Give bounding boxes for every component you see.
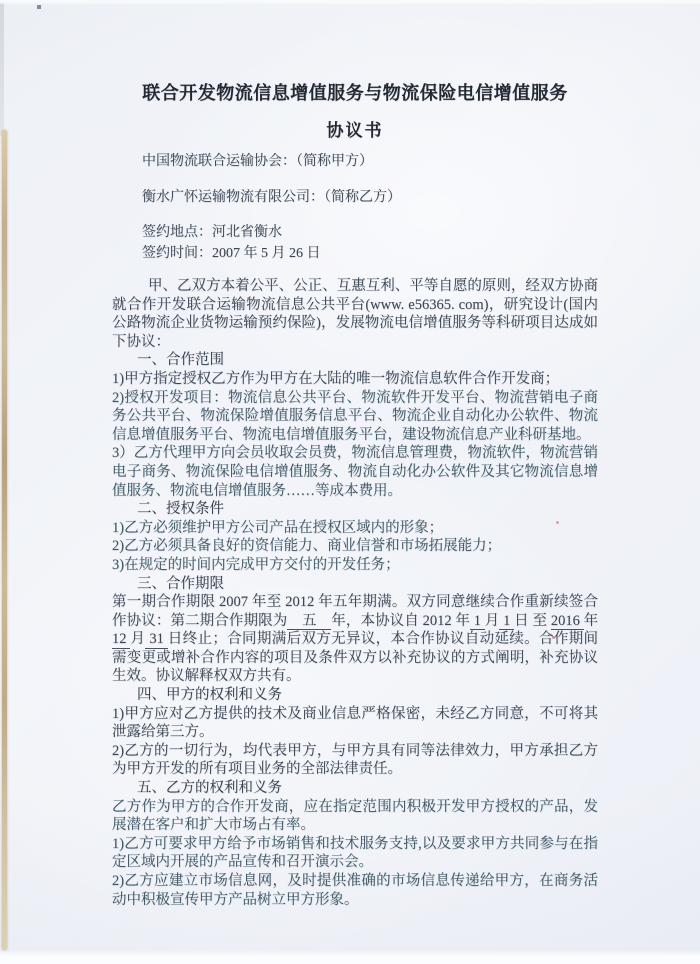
clause-paragraph: 1)乙方必须维护甲方公司产品在授权区域内的形象； (112, 519, 444, 536)
document-content (112, 82, 598, 909)
clause-paragraph: 3)在规定的时间内完成甲方交付的开发任务； (112, 556, 400, 573)
clause-paragraph: 乙方作为甲方的合作开发商，应在指定范围内积极开发甲方授权的产品，发展潜在客户和扩大市场占有率。 (112, 798, 598, 834)
underlined-fill-in-value: 12 (112, 631, 131, 648)
party-a-line: 中国物流联合运输协会：（简称甲方） (142, 154, 373, 169)
clause-paragraph: 2)乙方必须具备良好的资信能力、商业信誉和市场拓展能力； (112, 538, 502, 555)
clause-paragraph: 2)乙方的一切行为，均代表甲方，与甲方具有同等法律效力，甲方承担乙方为甲方开发的所有项目业务的全部法律责任。 (112, 742, 598, 778)
section-heading: 三、合作期限 (137, 575, 224, 592)
underlined-fill-in-value: 2016 (550, 612, 584, 629)
scan-edge-shadow (0, 0, 4, 136)
contract-clauses (112, 277, 598, 909)
section-heading: 二、授权条件 (137, 501, 224, 518)
clause-text: 年，本协议自 2012 年 (331, 612, 470, 629)
document-title: 联合开发物流信息增值服务与物流保险电信增值服务 (142, 83, 568, 103)
clause-text: 日 至 (514, 612, 551, 629)
clause-paragraph: 1)甲方指定授权乙方作为甲方在大陆的唯一物流信息软件合作开发商； (112, 370, 560, 387)
sign-place-line: 签约地点：河北省衡水 (142, 225, 282, 240)
clause-text: 日终止；合同期满后双方无异议，本合作协议自动延续。合作期间需变更或增补合作内容的项目及条件双方以补充协议的方式阐明，补充协议生效。协议解释权双方共有。 (112, 631, 599, 685)
scan-edge-artifact (2, 130, 7, 950)
underlined-fill-in-value: 1 (470, 612, 485, 629)
clause-text: 月 (130, 631, 146, 648)
party-b-line: 衡水广怀运输物流有限公司：（简称乙方） (142, 190, 401, 205)
clause-text: 月 (484, 612, 500, 629)
clause-text: 年 (583, 612, 599, 629)
clause-paragraph: 2)授权开发项目：物流信息公共平台、物流软件开发平台、物流营销电子商务公共平台、物流保险增值服务信息平台、物流企业自动化办公软件、物流信息增值服务平台、物流电信增值服务平台，建设物流信息产业科研基地。 (112, 389, 598, 443)
clause-paragraph (112, 593, 598, 686)
section-heading: 四、甲方的权利和义务 (137, 687, 282, 704)
section-heading: 一、合作范围 (137, 352, 224, 369)
clause-text: 第一期合作期限 2007 年至 2012 年五年期满。双方同意继续合作重新续签合作协议：第二期合作期限为 (112, 594, 598, 629)
underlined-fill-in-value: 五 (287, 612, 332, 629)
clause-paragraph: 1)乙方可要求甲方给予市场销售和技术服务支持,以及要求甲方共同参与在指定区域内开展的产品宣传和召开演示会。 (112, 835, 598, 871)
underlined-fill-in-value: 1 (499, 612, 515, 629)
clause-paragraph: 1)甲方应对乙方提供的技术及商业信息严格保密，未经乙方同意，不可将其泄露给第三方。 (112, 705, 598, 741)
document-subtitle: 协议书 (326, 121, 384, 140)
sign-date-line: 签约时间：2007 年 5 月 26 日 (142, 246, 321, 261)
clause-paragraph: 甲、乙双方本着公平、公正、互惠互利、平等自愿的原则，经双方协商就合作开发联合运输物流信息公共平台(www. e56365. com)，研究设计(国内公路物流企业货物运输预约保险)，发展物流电信增值服务等科研项目达成如下协议： (112, 278, 598, 350)
clause-paragraph: 2)乙方应建立市场信息网，及时提供准确的市场信息传递给甲方，在商务活动中积极宣传甲方产品树立甲方形象。 (112, 873, 598, 908)
scan-speck (37, 5, 41, 9)
section-heading: 五、乙方的权利和义务 (137, 780, 282, 797)
underlined-fill-in-value: 31 (145, 631, 168, 648)
clause-paragraph: 3）乙方代理甲方向会员收取会员费，物流信息管理费，物流软件，物流营销电子商务、物流保险电信增值服务、物流自动化办公软件及其它物流信息增值服务、物流电信增值服务……等成本费用。 (112, 445, 598, 499)
